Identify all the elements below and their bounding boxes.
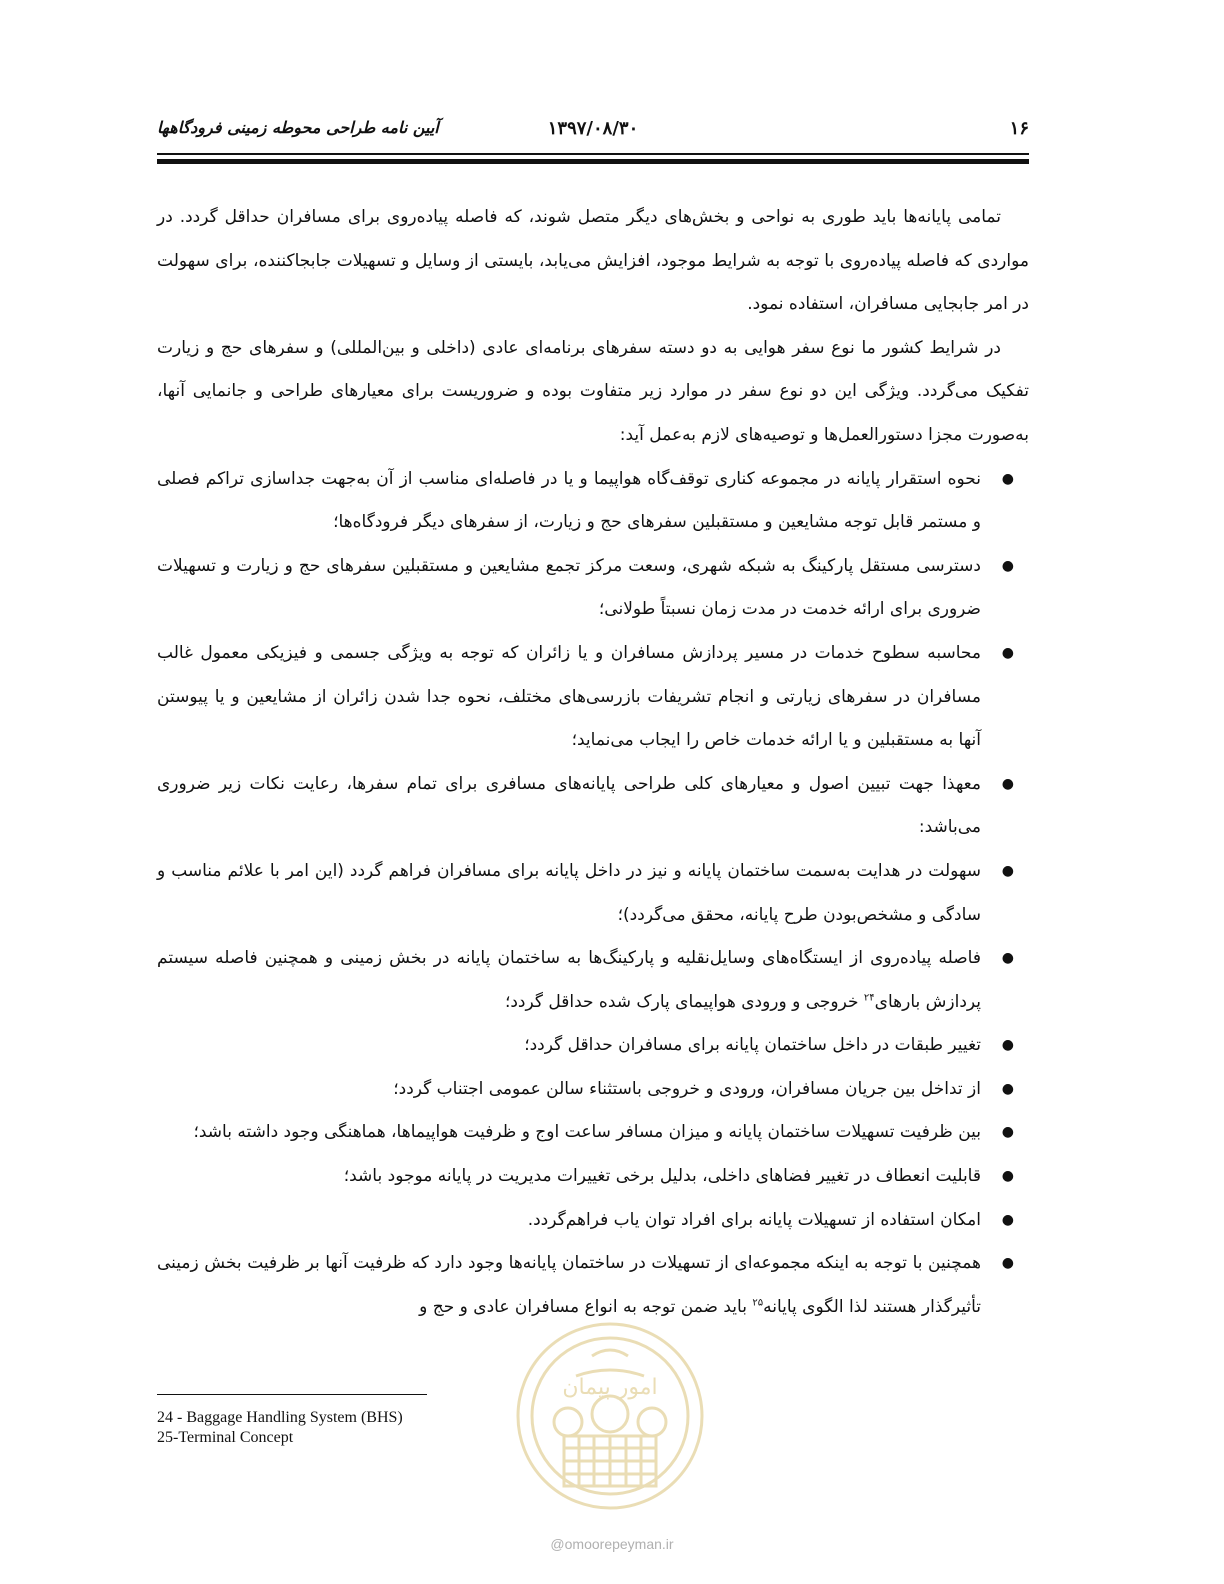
header-title: آیین نامه طراحی محوطه زمینی فرودگاهها <box>157 118 439 137</box>
bullet-icon: ● <box>1001 862 1014 879</box>
bullet-icon: ● <box>1001 775 1014 792</box>
footnotes <box>157 1408 403 1448</box>
list-item <box>157 1024 1014 1068</box>
list-item-text: نحوه استقرار پایانه در مجموعه کناری توقف‌گاه هواپیما و یا در فاصله‌ای مناسب از آن به‌جهت جداسازی تراکم فصلی و مستمر قابل توجه مشایعین و مستقبلین سفرهای حج و زیارت، از سفرهای دیگر فرودگاه‌ها؛ <box>157 468 981 533</box>
paragraph: در شرایط کشور ما نوع سفر هوایی به دو دسته سفرهای برنامه‌ای عادی (داخلی و بین‌المللی) و سفرهای حج و زیارت تفکیک می‌گردد. ویژگی این دو نوع سفر در موارد زیر متفاوت بوده و ضروریست برای معیارهای طراحی و جانمایی آنها، به‌صورت مجزا دستورالعمل‌ها و توصیه‌های لازم به‌عمل آید: <box>157 337 1029 445</box>
footnote: 24 - Baggage Handling System (BHS) <box>157 1409 403 1426</box>
bullet-icon: ● <box>1001 1255 1014 1272</box>
body-text <box>157 196 1029 1329</box>
list-item-text-tail: خروجی و ورودی هواپیمای پارک شده حداقل گردد؛ <box>504 991 864 1012</box>
footnote: 25-Terminal Concept <box>157 1429 294 1446</box>
list-item <box>157 458 1014 545</box>
list-item-text: دسترسی مستقل پارکینگ به شبکه شهری، وسعت مرکز تجمع مشایعین و مستقبلین سفرهای حج و زیارت و تسهیلات ضروری برای ارائه خدمت در مدت زمان نسبتاً طولانی؛ <box>157 555 981 620</box>
footnote-ref: ۲۵ <box>752 1297 764 1309</box>
bullet-icon: ● <box>1001 1080 1014 1097</box>
footnote-ref: ۲۴ <box>863 992 875 1004</box>
list-item-text: محاسبه سطوح خدمات در مسیر پردازش مسافران و یا زائران که توجه به ویژگی جسمی و فیزیکی معمول غالب مسافران در سفرهای زیارتی و انجام تشریفات بازرسی‌های مختلف، نحوه جدا شدن زائران از مشایعین و یا پیوستن آنها به مستقبلین و یا ارائه خدمات خاص را ایجاب می‌نماید؛ <box>157 642 981 751</box>
list-item <box>157 1155 1014 1199</box>
list-item-text: بین ظرفیت تسهیلات ساختمان پایانه و میزان مسافر ساعت اوج و ظرفیت هواپیماها، هماهنگی وجود داشته باشد؛ <box>193 1122 981 1143</box>
footnote-separator <box>157 1394 427 1395</box>
bullet-icon: ● <box>1001 1124 1014 1141</box>
watermark-logo-text: امور پیمان <box>562 1375 658 1400</box>
bullet-list <box>157 458 1029 1330</box>
list-item-text: سهولت در هدایت به‌سمت ساختمان پایانه و نیز در داخل پایانه برای مسافران فراهم گردد (این امر با علائم مناسب و سادگی و مشخص‌بودن طرح پایانه، محقق می‌گردد)؛ <box>157 860 981 925</box>
page-header <box>157 118 1029 148</box>
list-item-text: فاصله پیاده‌روی از ایستگاه‌های وسایل‌نقلیه و پارکینگ‌ها به ساختمان پایانه در بخش زمینی و همچنین فاصله سیستم پردازش بارهای <box>157 948 981 1012</box>
list-item <box>157 545 1014 632</box>
list-item-text: امکان استفاده از تسهیلات پایانه برای افراد توان یاب فراهم‌گردد. <box>527 1209 981 1230</box>
list-item <box>157 850 1014 937</box>
watermark-site: @omoorepeyman.ir <box>550 1536 674 1552</box>
list-item <box>157 1242 1014 1329</box>
list-item <box>157 632 1014 763</box>
bullet-icon: ● <box>1001 470 1014 487</box>
paragraph: تمامی پایانه‌ها باید طوری به نواحی و بخش‌های دیگر متصل شوند، که فاصله پیاده‌روی برای مسافران حداقل گردد. در مواردی که فاصله پیاده‌روی با توجه به شرایط موجود، افزایش می‌یابد، بایستی از وسایل و تسهیلات جابجاکننده، برای سهولت در امر جابجایی مسافران، استفاده نمود. <box>157 207 1029 315</box>
list-item-text: از تداخل بین جریان مسافران، ورودی و خروجی باستثناء سالن عمومی اجتناب گردد؛ <box>393 1078 981 1099</box>
bullet-icon: ● <box>1001 950 1014 967</box>
bullet-icon: ● <box>1001 1168 1014 1185</box>
header-rule-thin <box>157 153 1029 155</box>
watermark-logo-icon <box>512 1318 708 1514</box>
page-number: ۱۶ <box>1009 118 1029 139</box>
header-rule-thick <box>157 159 1029 164</box>
list-item-text-tail: باید ضمن توجه به انواع مسافران عادی و حج و <box>419 1296 753 1317</box>
list-item-text: قابلیت انعطاف در تغییر فضاهای داخلی، بدلیل برخی تغییرات مدیریت در پایانه موجود باشد؛ <box>343 1166 981 1187</box>
bullet-icon: ● <box>1001 1037 1014 1054</box>
bullet-icon: ● <box>1001 1211 1014 1228</box>
list-item-text: معهذا جهت تبیین اصول و معیارهای کلی طراحی پایانه‌های مسافری برای تمام سفرها، رعایت نکات زیر ضروری می‌باشد: <box>157 773 981 838</box>
bullet-icon: ● <box>1001 557 1014 574</box>
list-item <box>157 1199 1014 1243</box>
list-item <box>157 1111 1014 1155</box>
list-item <box>157 937 1014 1024</box>
list-item-text: همچنین با توجه به اینکه مجموعه‌ای از تسهیلات در ساختمان پایانه‌ها وجود دارد که ظرفیت آنها بر ظرفیت بخش زمینی تأثیرگذار هستند لذا الگوی پایانه <box>157 1253 981 1317</box>
list-item-text: تغییر طبقات در داخل ساختمان پایانه برای مسافران حداقل گردد؛ <box>524 1035 981 1056</box>
header-date: ۱۳۹۷/۰۸/۳۰ <box>547 118 639 139</box>
bullet-icon: ● <box>1001 644 1014 661</box>
list-item <box>157 763 1014 850</box>
list-item <box>157 1068 1014 1112</box>
